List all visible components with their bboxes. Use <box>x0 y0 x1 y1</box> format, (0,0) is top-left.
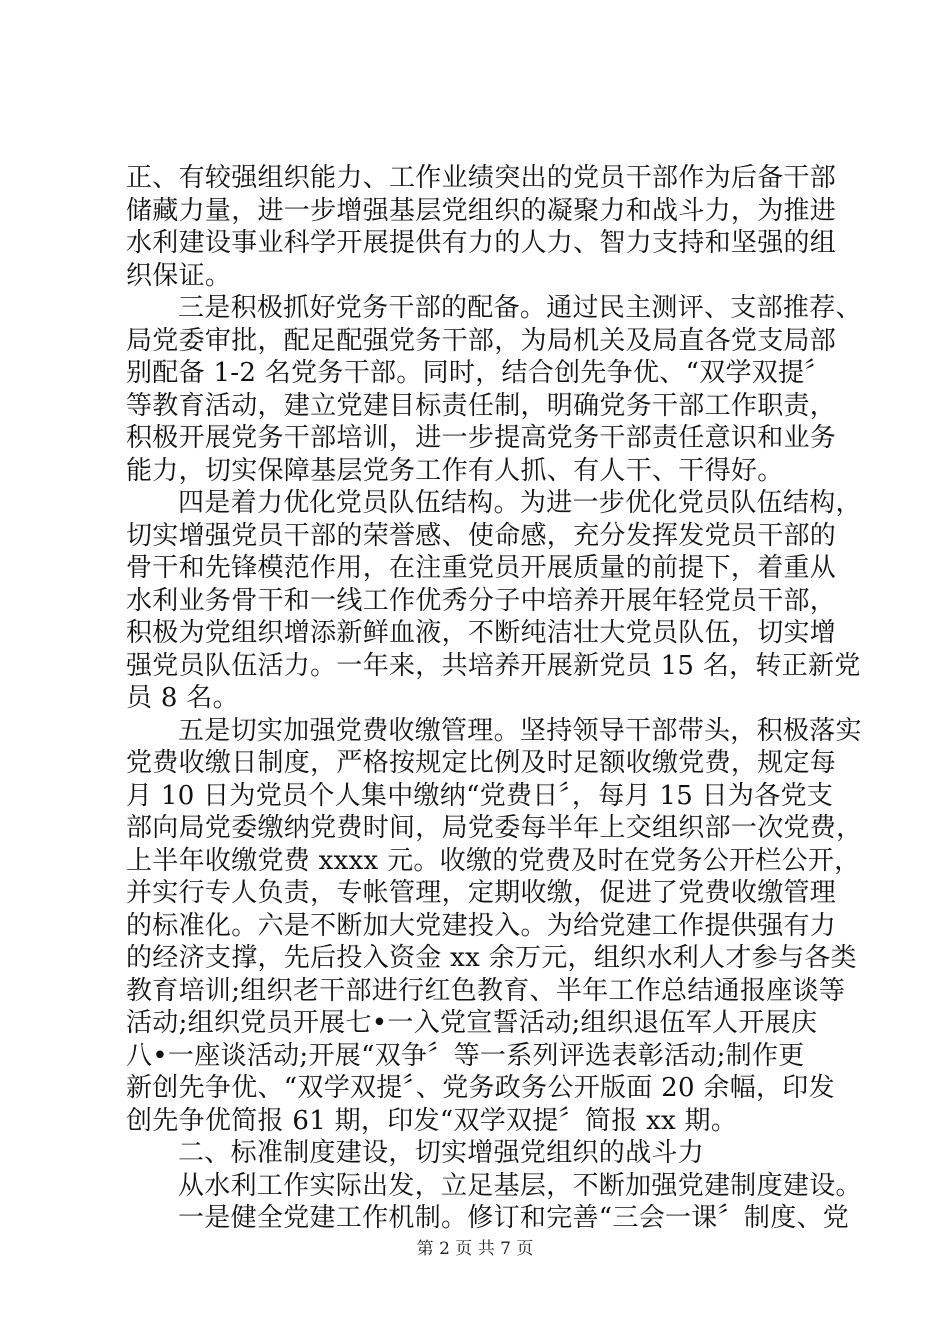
text-line: 创先争优简报 61 期，印发“双学双提〞简报 xx 期。 <box>126 1105 738 1136</box>
text-line: 织保证。 <box>126 260 232 291</box>
text-line: 正、有较强组织能力、工作业绩突出的党员干部作为后备干部 <box>126 163 837 193</box>
text-line: 的经济支撑，先后投入资金 xx 余万元，组织水利人才参与各类 <box>126 943 857 973</box>
document-body <box>126 162 863 1235</box>
text-line: 积极开展党务干部培训，进一步提高党务干部责任意识和业务 <box>126 423 837 453</box>
text-line: 并实行专人负责，专帐管理，定期收缴，促进了党费收缴管理 <box>126 878 837 908</box>
paragraph-start-line: 三是积极抓好党务干部的配备。通过民主测评、支部推荐、 <box>178 293 862 323</box>
paragraph-start-line: 四是着力优化党员队伍结构。为进一步优化党员队伍结构， <box>178 488 862 518</box>
text-line: 党费收缴日制度，严格按规定比例及时足额收缴党费，规定每 <box>126 748 837 778</box>
text-line: 骨干和先锋模范作用，在注重党员开展质量的前提下，着重从 <box>126 553 837 583</box>
text-line: 等教育活动，建立党建目标责任制，明确党务干部工作职责， <box>126 390 837 421</box>
text-line: 部向局党委缴纳党费时间，局党委每半年上交组织部一次党费， <box>126 813 863 843</box>
paragraph-start-line: 一是健全党建工作机制。修订和完善“三会一课〞制度、党 <box>178 1203 850 1233</box>
text-line: 员 8 名。 <box>126 683 239 713</box>
text-line: 的标准化。六是不断加大党建投入。为给党建工作提供强有力 <box>126 910 837 941</box>
text-line: 水利业务骨干和一线工作优秀分子中培养开展年轻党员干部， <box>126 585 837 616</box>
text-line: 积极为党组织增添新鲜血液，不断纯洁壮大党员队伍，切实增 <box>126 618 837 648</box>
text-line: 能力，切实保障基层党务工作有人抓、有人干、干得好。 <box>126 455 784 486</box>
text-line: 活动;组织党员开展七•一入党宣誓活动;组织退伍军人开展庆 <box>126 1008 818 1038</box>
text-line: 水利建设事业科学开展提供有力的人力、智力支持和坚强的组 <box>126 228 837 258</box>
paragraph-start-line: 五是切实加强党费收缴管理。坚持领导干部带头，积极落实 <box>178 715 862 746</box>
text-line: 上半年收缴党费 xxxx 元。收缴的党费及时在党务公开栏公开， <box>126 845 861 876</box>
text-line: 教育培训;组织老干部进行红色教育、半年工作总结通报座谈等 <box>126 975 846 1006</box>
text-line: 新创先争优、“双学双提〞、党务政务公开版面 20 余幅，印发 <box>126 1073 835 1103</box>
text-line: 月 10 日为党员个人集中缴纳“党费日〞，每月 15 日为各党支 <box>126 780 834 811</box>
text-line: 八•一座谈活动;开展“双争〞等一系列评选表彰活动;制作更 <box>126 1040 805 1071</box>
text-line: 储藏力量，进一步增强基层党组织的凝聚力和战斗力，为推进 <box>126 195 837 226</box>
page-number-footer: 第 2 页 共 7 页 <box>416 1239 534 1259</box>
text-line: 切实增强党员干部的荣誉感、使命感，充分发挥发党员干部的 <box>126 520 837 551</box>
text-line: 别配备 1-2 名党务干部。同时，结合创先争优、“双学双提〞 <box>126 358 831 388</box>
section-heading: 二、标准制度建设，切实增强党组织的战斗力 <box>178 1138 705 1168</box>
text-line: 强党员队伍活力。一年来，共培养开展新党员 15 名，转正新党 <box>126 650 861 681</box>
text-line: 局党委审批，配足配强党务干部，为局机关及局直各党支局部 <box>126 325 837 356</box>
paragraph-start-line: 从水利工作实际出发，立足基层，不断加强党建制度建设。 <box>178 1170 862 1201</box>
